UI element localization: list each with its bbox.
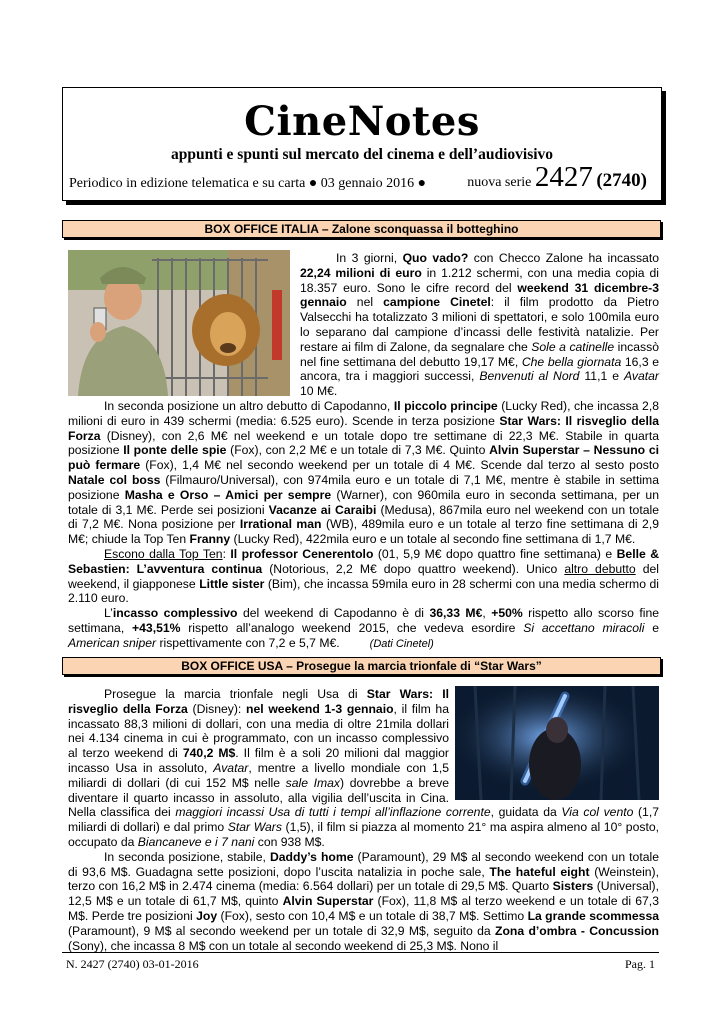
- text-run: (Fox), 1,4 M€ nel secondo weekend per un totale di 4 M€. Scende dal terzo al sesto posto: [140, 458, 659, 473]
- text-run: (Lucky Red), che incassa 2,8 milioni di euro in 439 schermi (media: 6.525 euro). Scende in terza posizione: [68, 399, 659, 428]
- text-run: 16,3 e ancora, tra i maggiori successi,: [300, 354, 659, 384]
- text-run: (Sony), che incassa 8 M$ con un totale al secondo weekend di 25,3 M$. Nono il: [68, 938, 499, 953]
- text-run: (Paramount), 9 M$ al secondo weekend per un totale di 32,9 M$, seguito da: [68, 923, 496, 938]
- text-run: campione Cinetel: [383, 295, 491, 310]
- text-run: Il ponte delle spie: [123, 443, 227, 458]
- usa-photo-spacer: [449, 687, 659, 801]
- text-run: in 1.212 schermi, con una media copia di 18.357 euro. Sono le cifre record del: [300, 265, 659, 295]
- text-run: rispetto allo scorso fine settimana,: [68, 606, 659, 635]
- text-run: Little sister: [199, 576, 265, 591]
- section-banner-usa: BOX OFFICE USA – Prosegue la marcia trionfale di “Star Wars”: [62, 657, 661, 675]
- text-run: incasso complessivo: [112, 606, 238, 621]
- series-label: nuova serie: [467, 175, 532, 190]
- text-run: Joy: [196, 908, 218, 923]
- italy-paragraph-2: [68, 399, 659, 547]
- text-run: Vacanze ai Caraibi: [268, 502, 377, 517]
- text-run: , mentre a livello mondiale con 1,5 miliardi di dollari (di cui 152 M$ nelle: [68, 760, 449, 790]
- italy-paragraph-3: [68, 547, 659, 606]
- text-run: del weekend di Capodanno è di: [237, 606, 430, 621]
- text-run: In seconda posizione un altro debutto di Capodanno,: [104, 399, 394, 413]
- text-run: Avatar: [623, 369, 659, 384]
- checco-zalone-lion-photo: [68, 250, 290, 396]
- newsletter-subtitle: appunti e spunti sul mercato del cinema e dell’audiovisivo: [170, 146, 554, 163]
- text-run: (Disney), con 2,6 M€ nel weekend e un totale dopo tre settimane di 22,3 M€. Stabile in quarta posizione: [68, 428, 659, 458]
- text-run: nel: [346, 295, 384, 310]
- text-run: (Fox), 11,8 M$ al terzo weekend e un totale di 67,3 M$. Perde tre posizioni: [68, 894, 659, 923]
- usa-paragraph-1: [68, 687, 659, 850]
- text-run: :: [222, 546, 231, 561]
- text-run: (Bim), che incassa 59mila euro in 28 schermi con una media schermo di 2.110 euro.: [68, 576, 659, 606]
- text-run: Natale col boss: [68, 472, 161, 487]
- text-run: The hateful eight: [489, 864, 590, 879]
- text-run: (Disney):: [187, 701, 246, 716]
- text-run: e: [644, 620, 659, 635]
- text-run: (Fox), con 2,2 M€ e un totale di 7,3 M€. Quinto: [226, 443, 490, 458]
- text-run: Che bella giornata: [521, 354, 622, 369]
- text-run: Benvenuti al Nord: [479, 369, 580, 384]
- text-run: Sisters: [552, 879, 594, 894]
- footer-issue-info: N. 2427 (2740) 03-01-2016: [66, 957, 199, 971]
- text-run: (Fox), sesto con 10,4 M$ e un totale di 38,7 M$. Settimo: [217, 908, 528, 923]
- section-banner-italy: BOX OFFICE ITALIA – Zalone sconquassa il botteghino: [62, 220, 661, 238]
- issue-date: ● 03 gennaio 2016 ●: [308, 176, 427, 191]
- text-run: rispettivamente con 7,2 e 5,7 M€.: [156, 635, 340, 650]
- text-run: del weekend, il giapponese: [68, 561, 660, 591]
- text-run: altro debutto: [564, 561, 636, 576]
- text-run: Belle & Sebastien: L’avventura continua: [68, 546, 659, 576]
- periodical-info: [69, 176, 426, 192]
- text-run: (Filmauro/Universal), con 974mila euro e un totale di 7,1 M€, mentre è stabile in settima posizione: [68, 472, 659, 502]
- italy-paragraph-1: [300, 251, 659, 399]
- usa-paragraph-2: [68, 850, 659, 954]
- text-run: , guidata da: [490, 805, 562, 820]
- text-run: (1,5), il film si piazza al momento 21° ma aspira almeno al 10° posto, occupato da: [68, 820, 660, 849]
- text-run: (Medusa), 867mila euro nel weekend con un totale di 7,2 M€. Nona posizione per: [68, 502, 659, 532]
- text-run: Daddy’s home: [269, 849, 354, 864]
- text-run: (Weinstein), terzo con 16,2 M$ in 2.474 cinema (media: 6.564 dollari) per un totale di 29,5 M$. Quarto: [68, 864, 659, 894]
- masthead: [62, 87, 662, 201]
- issue-alt-number: (2740): [596, 170, 647, 191]
- text-run: (Lucky Red), 422mila euro e un totale al secondo fine settimana di 1,7 M€.: [230, 532, 636, 547]
- text-run: (Universal), 12,5 M$ e un totale di 61,7 M$, quinto: [68, 879, 660, 909]
- text-run: . Il film è a soli 20 milioni dal maggior incasso Usa in assoluto,: [68, 746, 449, 775]
- text-run: con 938 M$.: [254, 834, 325, 849]
- text-run: Quo vado?: [402, 251, 469, 265]
- text-run: In seconda posizione, stabile,: [104, 849, 270, 864]
- text-run: La grande scommessa: [527, 908, 660, 923]
- text-run: 10 M€.: [300, 384, 338, 399]
- text-run: Alvin Superstar: [282, 894, 374, 909]
- text-run: weekend 31 dicembre-3 gennaio: [300, 280, 659, 310]
- text-run: Il piccolo principe: [393, 399, 498, 413]
- text-run: sale Imax: [285, 775, 341, 790]
- text-run: +50%: [491, 606, 523, 621]
- text-run: , il film ha incassato 88,3 milioni di dollari, con una media di oltre 21mila dollari nei 4.134 cinema in cui è programmato, con un incasso complessivo al terzo weekend di: [68, 701, 449, 761]
- text-run: +43,51%: [132, 620, 181, 635]
- text-run: nel weekend 1-3 gennaio: [246, 701, 394, 716]
- text-run: Alvin Superstar – Nessuno ci può fermare: [68, 443, 659, 473]
- issue-line: [69, 161, 647, 198]
- text-run: L’: [104, 606, 113, 621]
- text-run: 36,33 M€: [429, 606, 483, 621]
- text-run: rispetto all’analogo weekend 2015, che vedeva esordire: [180, 620, 524, 635]
- newsletter-title: CineNotes: [244, 98, 480, 145]
- text-run: American sniper: [68, 635, 157, 650]
- text-run: 740,2 M$: [182, 746, 236, 761]
- text-run: (Notorious, 2,2 M€ dopo quattro weekend). Unico: [262, 561, 565, 576]
- italy-body: [68, 399, 659, 652]
- text-run: Irrational man: [239, 517, 322, 532]
- usa-body: [68, 687, 659, 953]
- issue-number: 2427: [534, 161, 593, 193]
- text-run: (Paramount), 29 M$ al secondo weekend con un totale di 93,6 M$. Guadagna sette posizioni, dopo l’uscita natalizia in poche sale,: [68, 849, 659, 879]
- text-run: Franny: [189, 532, 231, 547]
- text-run: Escono dalla Top Ten: [104, 546, 223, 561]
- text-run: Sole a catinelle: [531, 339, 615, 354]
- text-run: Star Wars: Il risveglio della Forza: [68, 413, 659, 443]
- text-run: Zona d’ombra - Concussion: [495, 923, 660, 938]
- page-number: Pag. 1: [625, 957, 655, 971]
- text-run: (Warner), con 960mila euro in seconda settimana, per un totale di 3,1 M€. Perde sei posizioni: [68, 487, 659, 517]
- text-run: incassò nel fine settimana del debutto 19,17 M€,: [300, 339, 659, 369]
- italy-lead-text: [300, 251, 659, 399]
- text-run: In 3 giorni,: [336, 251, 403, 265]
- text-run: : il film prodotto da Pietro Valsecchi ha totalizzato 3 milioni di spettatori, e solo 100mila euro lo separano dal campione d’incassi delle festività natalizie. Per restare ai film di Zalone, da segnalare che: [300, 295, 659, 354]
- text-run: maggiori incassi Usa di tutti i tempi all’inflazione corrente: [175, 805, 491, 820]
- text-run: Star Wars: [227, 820, 282, 835]
- text-run: Avatar: [213, 760, 249, 775]
- text-run: Si accettano miracoli: [523, 620, 645, 635]
- data-source: (Dati Cinetel): [369, 637, 434, 650]
- text-run: con Checco Zalone ha incassato: [468, 251, 660, 265]
- italy-paragraph-4: [68, 606, 659, 651]
- italy-paragraph-4-text: [68, 606, 659, 650]
- text-run: Biancaneve e i 7 nani: [137, 834, 255, 849]
- periodical-label: Periodico in edizione telematica e su carta: [69, 176, 306, 191]
- text-run: (01, 5,9 M€ dopo quattro fine settimana) e: [373, 546, 617, 561]
- text-run: Il professor Cenerentolo: [230, 546, 374, 561]
- text-run: 22,24 milioni di euro: [300, 265, 422, 280]
- text-run: Via col vento: [561, 805, 634, 820]
- text-run: (WB), 489mila euro e un totale al terzo fine settimana di 2,9 M€; chiude la Top Ten: [68, 517, 659, 547]
- text-run: Prosegue la marcia trionfale negli Usa di: [104, 687, 367, 701]
- issue-number-group: [467, 161, 647, 194]
- text-run: ,: [482, 606, 492, 621]
- text-run: (1,7 miliardi di dollari) e dal primo: [68, 805, 660, 835]
- text-run: ) dovrebbe a breve diventare il quarto incasso in assoluto, alla vigilia dell’uscita in Cina. Nella classifica dei: [68, 775, 450, 820]
- text-run: Masha e Orso – Amici per sempre: [124, 487, 332, 502]
- text-run: 11,1 e: [579, 369, 624, 384]
- page-footer: [62, 952, 659, 971]
- text-run: Star Wars: Il risveglio della Forza: [68, 687, 449, 716]
